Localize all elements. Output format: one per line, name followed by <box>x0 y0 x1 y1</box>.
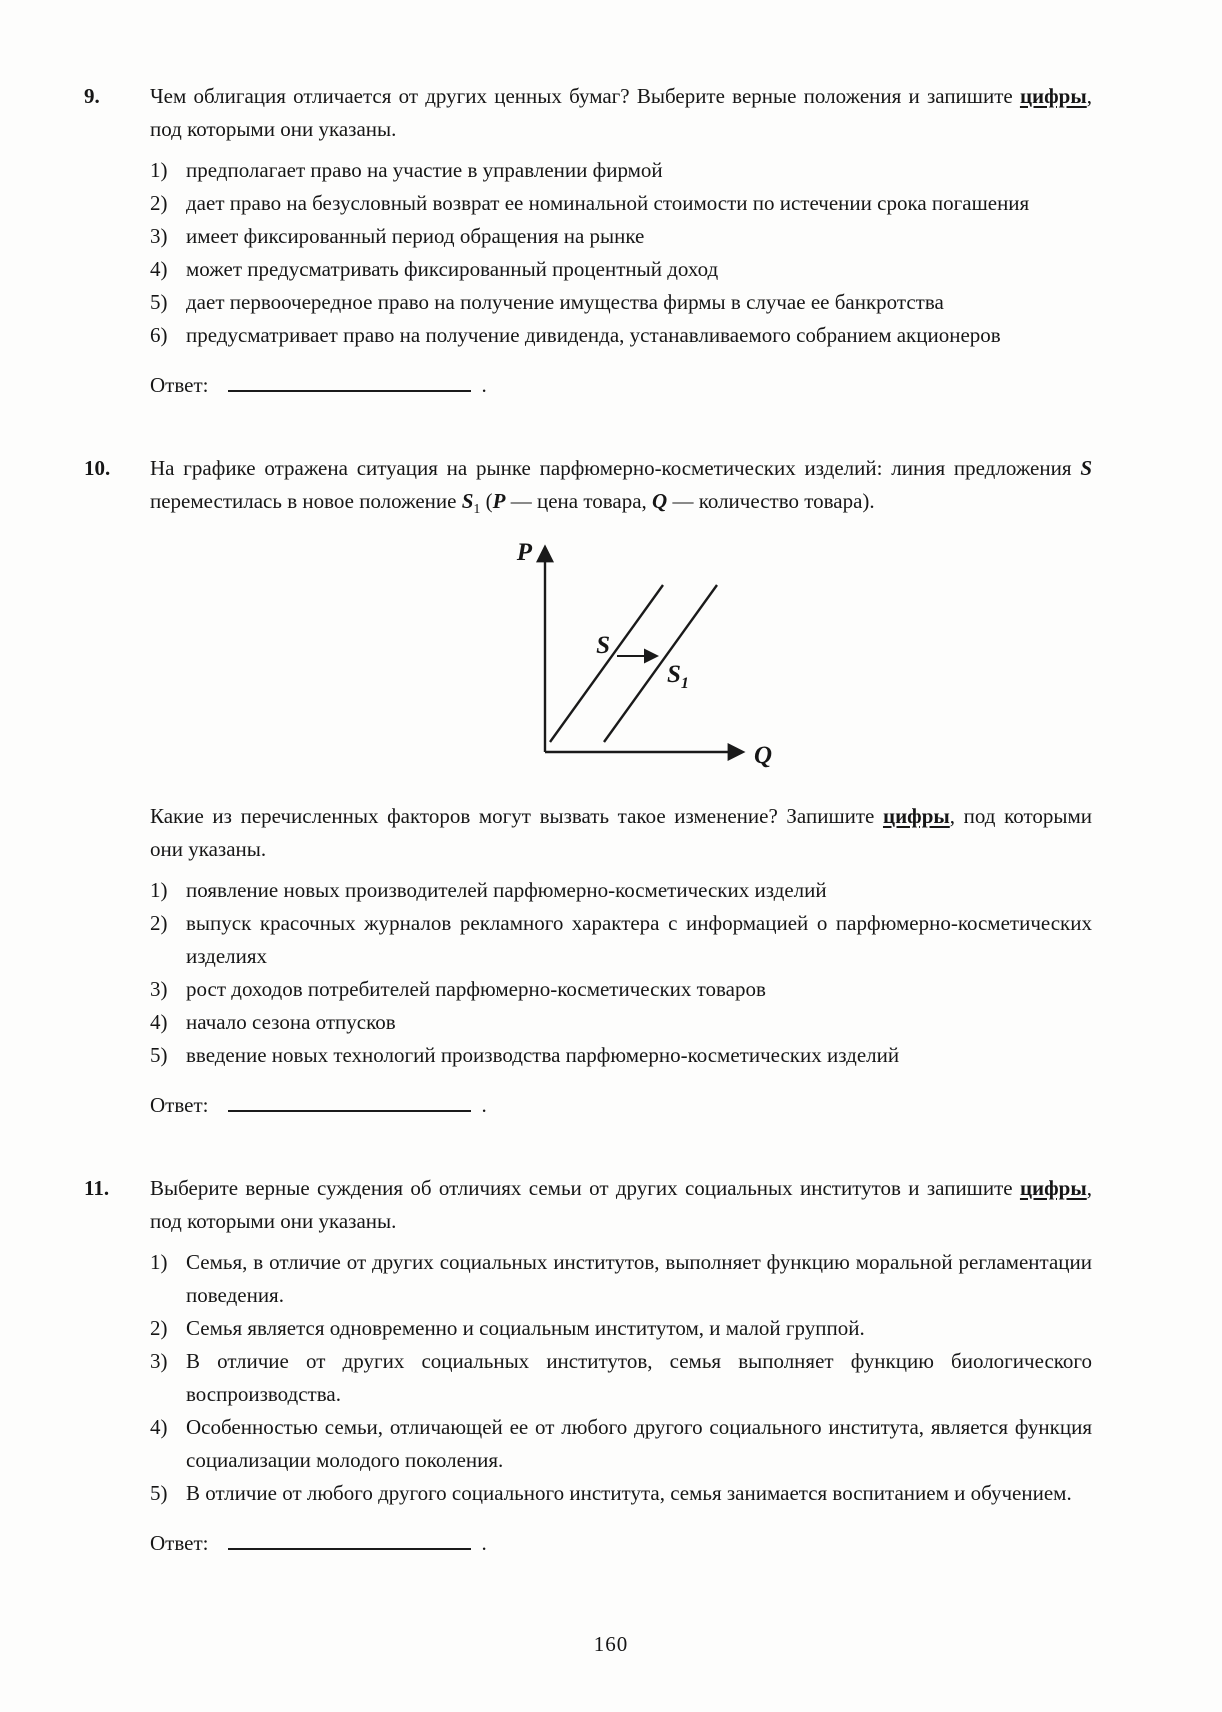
options-list <box>150 1246 1092 1510</box>
var-s1: S <box>461 489 474 514</box>
option-row <box>150 1345 1092 1411</box>
option-row <box>150 1006 1092 1039</box>
option-row <box>150 1312 1092 1345</box>
answer-blank-line <box>228 1088 471 1112</box>
options-list <box>150 874 1092 1072</box>
question-9-section <box>0 80 1092 402</box>
intro-text: ( <box>480 489 493 514</box>
keyword-cifry: цифры <box>1019 1176 1087 1201</box>
keyword-cifry: цифры <box>882 804 950 829</box>
option-number: 2) <box>150 1316 168 1341</box>
var-s: S <box>1080 456 1092 481</box>
var-p: P <box>492 489 506 514</box>
option-text: предусматривает право на получение дивиденда, устанавливаемого собранием акционеров <box>186 323 1001 347</box>
intro-text: Выберите верные суждения об отличиях семьи от других социальных институтов и запишите <box>150 1176 1020 1201</box>
prompt-text: Какие из перечисленных факторов могут вызвать такое изменение? Запишите <box>150 804 883 829</box>
option-text: появление новых производителей парфюмерно-косметических изделий <box>186 878 827 903</box>
answer-blank-line <box>228 1526 471 1550</box>
option-text: Семья является одновременно и социальным институтом, и малой группой. <box>186 1316 865 1341</box>
question-number: 11. <box>84 1176 110 1201</box>
option-row <box>150 874 1092 907</box>
intro-text: , под которыми они указаны. <box>150 1176 1092 1234</box>
intro-text: На графике отражена ситуация на рынке парфюмерно-косметических изделий: линия предложения <box>150 456 1081 481</box>
answer-blank-line <box>228 368 471 392</box>
intro-text: , под которыми они указаны. <box>150 84 1092 141</box>
option-number: 3) <box>150 1349 168 1374</box>
question-11-section <box>0 1172 1092 1560</box>
question-number: 10. <box>84 456 111 481</box>
s1-label: $S_1$ <box>667 661 689 693</box>
page-number: 160 <box>593 1632 629 1656</box>
supply-demand-axes <box>460 532 790 774</box>
option-text: В отличие от любого другого социального института, семья занимается воспитанием и обучением. <box>186 1481 1072 1506</box>
option-text: предполагает право на участие в управлении фирмой <box>186 158 663 182</box>
option-row <box>150 286 1092 319</box>
option-text: имеет фиксированный период обращения на рынке <box>186 224 645 248</box>
answer-label: Ответ: <box>150 373 209 398</box>
option-number: 1) <box>150 158 168 182</box>
option-number: 2) <box>150 911 168 936</box>
question-10-section <box>0 452 1092 1122</box>
option-text: рост доходов потребителей парфюмерно-косметических товаров <box>186 977 766 1002</box>
question-prompt <box>150 800 1092 866</box>
option-row <box>150 1246 1092 1312</box>
option-number: 5) <box>150 1043 168 1068</box>
x-axis-label: Q <box>754 742 773 770</box>
option-text: В отличие от других социальных институтов, семья выполняет функцию биологического воспроизводства. <box>186 1349 1092 1407</box>
option-text: начало сезона отпусков <box>186 1010 396 1035</box>
question-intro <box>150 452 1092 518</box>
option-text: введение новых технологий производства парфюмерно-косметических изделий <box>186 1043 900 1068</box>
question-number: 9. <box>84 84 100 108</box>
option-number: 2) <box>150 191 168 215</box>
question-intro <box>150 1172 1092 1238</box>
option-row <box>150 1411 1092 1477</box>
question-intro <box>150 80 1092 146</box>
option-row <box>150 907 1092 973</box>
option-row <box>150 1039 1092 1072</box>
supply-shift-graph <box>460 532 790 784</box>
answer-label: Ответ: <box>150 1531 209 1556</box>
s-line <box>550 585 663 742</box>
answer-period: . <box>481 373 487 398</box>
option-text: дает первоочередное право на получение имущества фирмы в случае ее банкротства <box>186 290 944 314</box>
option-number: 5) <box>150 290 168 314</box>
option-number: 5) <box>150 1481 168 1506</box>
option-row <box>150 154 1092 187</box>
answer-period: . <box>481 1093 487 1118</box>
option-row <box>150 973 1092 1006</box>
option-number: 6) <box>150 323 168 347</box>
option-row <box>150 220 1092 253</box>
option-text: Особенностью семьи, отличающей ее от любого другого социального института, является функция социализации молодого поколения. <box>186 1415 1092 1473</box>
answer-period: . <box>481 1531 487 1556</box>
answer-row <box>150 1526 1092 1560</box>
option-row <box>150 1477 1092 1510</box>
prompt-text: , под которыми они указаны. <box>150 804 1093 862</box>
options-list <box>150 154 1092 352</box>
option-number: 3) <box>150 224 168 248</box>
option-number: 1) <box>150 878 168 903</box>
s-label: S <box>596 632 610 660</box>
answer-label: Ответ: <box>150 1093 209 1118</box>
option-text: выпуск красочных журналов рекламного характера с информацией о парфюмерно-косметических изделиях <box>186 911 1092 969</box>
option-row <box>150 253 1092 286</box>
intro-text: переместилась в новое положение <box>150 489 462 514</box>
option-text: дает право на безусловный возврат ее номинальной стоимости по истечении срока погашения <box>186 191 1030 215</box>
option-number: 1) <box>150 1250 168 1275</box>
s1-line <box>604 585 717 742</box>
answer-row <box>150 1088 1092 1122</box>
option-number: 4) <box>150 1415 168 1440</box>
keyword-cifry: цифры <box>1019 84 1087 108</box>
intro-text: — цена товара, <box>505 489 653 514</box>
option-row <box>150 187 1092 220</box>
option-number: 3) <box>150 977 168 1002</box>
var-q: Q <box>652 489 668 514</box>
var-s1-subscript: 1 <box>473 502 481 518</box>
y-axis-label: P <box>516 539 532 567</box>
intro-text: — количество товара). <box>667 489 875 514</box>
option-text: Семья, в отличие от других социальных институтов, выполняет функцию моральной регламентации поведения. <box>186 1250 1092 1308</box>
option-number: 4) <box>150 257 168 281</box>
option-number: 4) <box>150 1010 168 1035</box>
option-text: может предусматривать фиксированный процентный доход <box>186 257 719 281</box>
option-row <box>150 319 1092 352</box>
intro-text: Чем облигация отличается от других ценных бумаг? Выберите верные положения и запишите <box>150 84 1020 108</box>
answer-row <box>150 368 1092 402</box>
